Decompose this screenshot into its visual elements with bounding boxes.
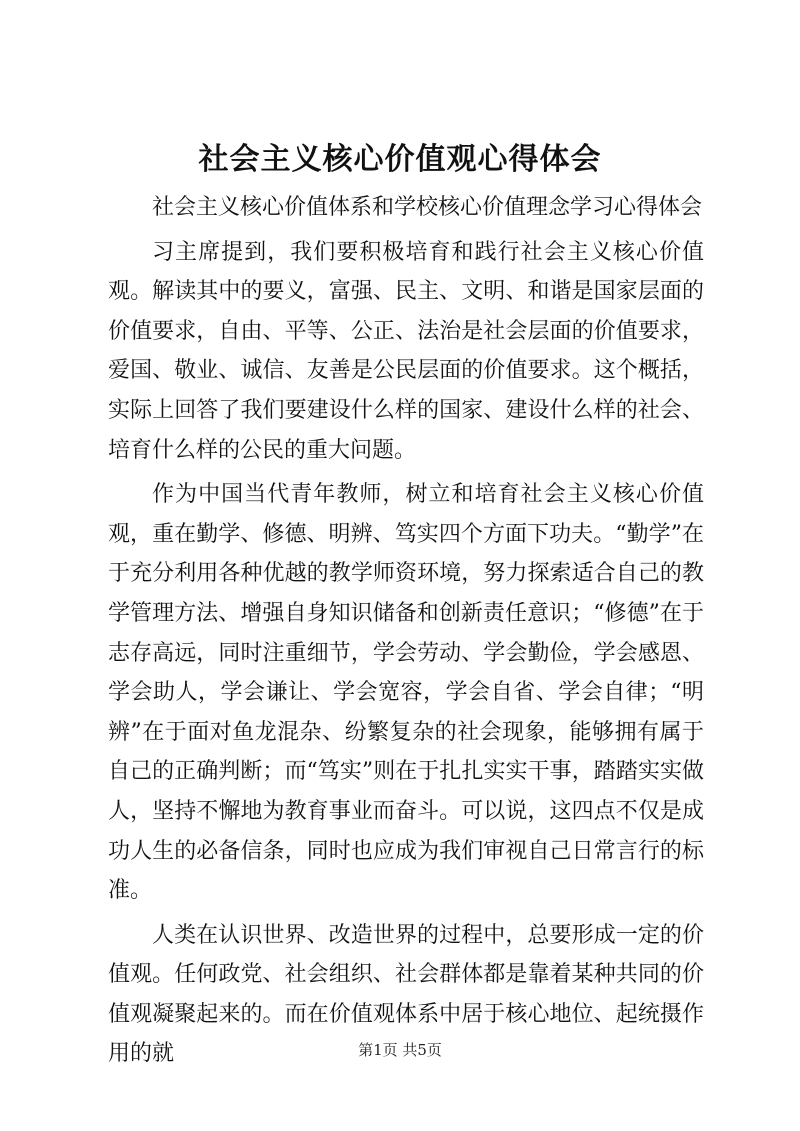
paragraph-3: 人类在认识世界、改造世界的过程中，总要形成一定的价值观。任何政党、社会组织、社会群体都是靠着某种共同的价值观凝聚起来的。而在价值观体系中居于核心地位、起统摄作用的就 (108, 922, 704, 1067)
document-subtitle: 社会主义核心价值体系和学校核心价值理念学习心得体会 (152, 195, 703, 220)
document-body (108, 188, 704, 1074)
page-title: 社会主义核心价值观心得体会 (198, 142, 602, 177)
page-footer: 第1页 共5页 (358, 1041, 442, 1059)
paragraph-2: 作为中国当代青年教师，树立和培育社会主义核心价值观，重在勤学、修德、明辨、笃实四个方面下功夫。“勤学”在于充分利用各种优越的教学师资环境，努力探索适合自己的教学管理方法、增强自身知识储备和创新责任意识；“修德”在于志存高远，同时注重细节，学会劳动、学会勤俭，学会感恩、学会助人，学会谦让、学会宽容，学会自省、学会自律；“明辨”在于面对鱼龙混杂、纷繁复杂的社会现象，能够拥有属于自己的正确判断；而“笃实”则在于扎扎实实干事，踏踏实实做人，坚持不懈地为教育事业而奋斗。可以说，这四点不仅是成功人生的必备信条，同时也应成为我们审视自己日常言行的标准。 (108, 482, 704, 904)
paragraph-1: 习主席提到，我们要积极培育和践行社会主义核心价值观。解读其中的要义，富强、民主、文明、和谐是国家层面的价值要求，自由、平等、公正、法治是社会层面的价值要求，爱国、敬业、诚信、友善是公民层面的价值要求。这个概括，实际上回答了我们要建设什么样的国家、建设什么样的社会、培育什么样的公民的重大问题。 (108, 239, 704, 463)
